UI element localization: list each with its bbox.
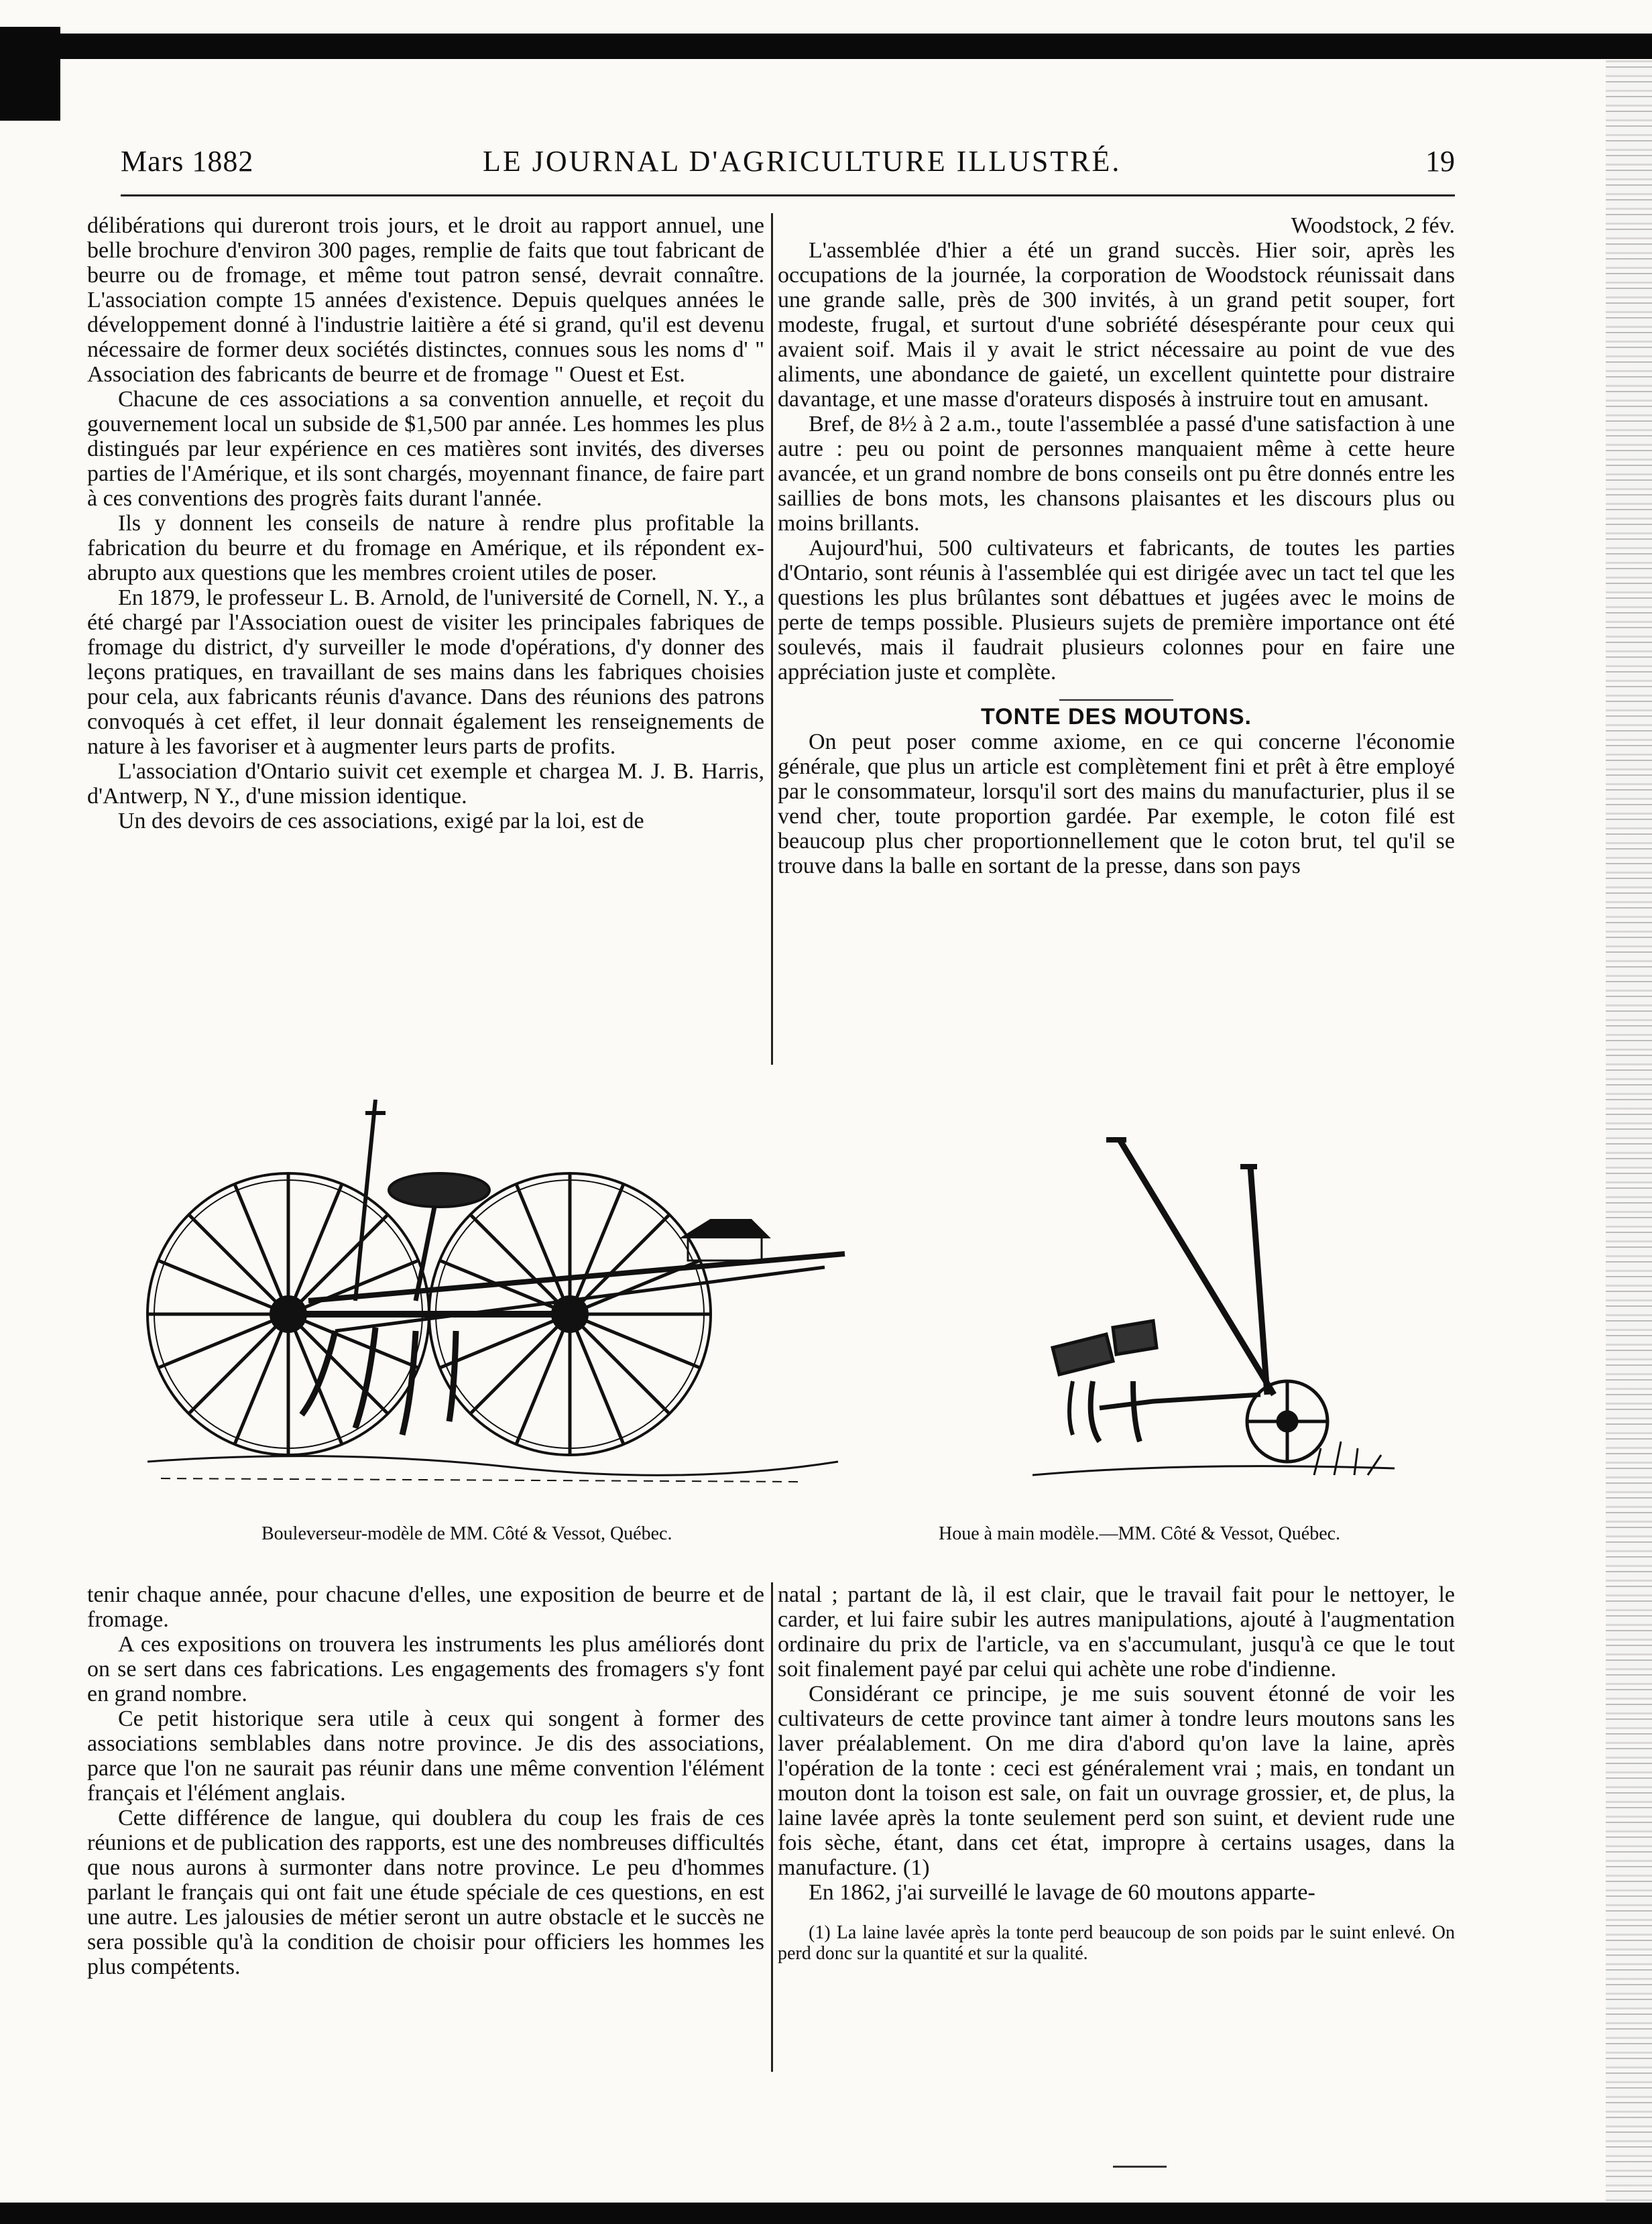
scan-right-edge bbox=[1606, 60, 1652, 2206]
figure-caption-left: Bouleverseur-modèle de MM. Côté & Vessot, Québec. bbox=[261, 1523, 672, 1544]
page-header bbox=[121, 144, 1455, 184]
hand-hoe-illustration bbox=[1019, 1126, 1421, 1502]
top-left-column bbox=[87, 213, 764, 833]
paragraph: tenir chaque année, pour chacune d'elles, une exposition de beurre et de fromage. bbox=[87, 1582, 764, 1632]
paragraph: délibérations qui dureront trois jours, et le droit au rapport annuel, une belle brochure d'environ 300 pages, remplie de faits que tout fabricant de beurre ou de fromage, et même tout patron sensé, devrait connaître. L'association compte 15 années d'existence. Depuis quelques années le développement donné à l'industrie laitière a été si grand, qu'il est devenu nécessaire de former deux sociétés distinctes, connues sous les noms d' " Association des fabricants de beurre et de fromage " Ouest et Est. bbox=[87, 213, 764, 387]
page-number: 19 bbox=[1425, 145, 1455, 178]
figure-caption-right: Houe à main modèle.—MM. Côté & Vessot, Québec. bbox=[939, 1523, 1341, 1544]
header-rule bbox=[121, 194, 1455, 196]
column-divider-bottom bbox=[771, 1582, 773, 2072]
paragraph: Cette différence de langue, qui doublera du coup les frais de ces réunions et de publication des rapports, est une des nombreuses difficultés que nous aurons à surmonter dans notre province. Le peu d'hommes parlant le français qui ont fait une étude spéciale de ces questions, en est une autre. Les jalousies de métier seront un autre obstacle et le succès ne sera possible qu'à la condition de choisir pour officiers les hommes les plus compétents. bbox=[87, 1806, 764, 1979]
paragraph: L'assemblée d'hier a été un grand succès. Hier soir, après les occupations de la journée, la corporation de Woodstock réunissait dans une grande salle, près de 300 invités, à un grand petit souper, fort modeste, frugal, et surtout d'une sobriété désespérante pour ceux qui avaient soif. Mais il y avait le strict nécessaire au point de vue des aliments, une abondance de gaieté, un excellent quintette pour distraire davantage, et une masse d'orateurs disposés à instruire tout en amusant. bbox=[778, 238, 1455, 412]
footnote: (1) La laine lavée après la tonte perd beaucoup de son poids par le suint enlevé. On perd donc sur la quantité et sur la qualité. bbox=[778, 1922, 1455, 1964]
column-divider-top bbox=[771, 213, 773, 1065]
paragraph: Ce petit historique sera utile à ceux qui songent à former des associations semblables dans notre province. Je dis des associations, parce que l'on ne saurait pas réunir dans une même convention l'élément français et l'élément anglais. bbox=[87, 1706, 764, 1806]
paragraph: Bref, de 8½ à 2 a.m., toute l'assemblée a passé d'une satisfaction à une autre : peu ou point de personnes manquaient même à cette heure avancée, et un grand nombre de bons conseils ont pu être donnés entre les saillies de bons mots, les chansons plaisantes et les discours plus ou moins brillants. bbox=[778, 412, 1455, 536]
paragraph: Aujourd'hui, 500 cultivateurs et fabricants, de toutes les parties d'Ontario, sont réunis à l'assemblée qui est dirigée avec un tact tel que les questions les plus brûlantes sont débattues et jugées avec le moins de perte de temps possible. Plusieurs sujets de première importance ont été soulevés, mais il faudrait plusieurs colonnes pour en faire une appréciation juste et complète. bbox=[778, 536, 1455, 685]
paragraph: natal ; partant de là, il est clair, que le travail fait pour le nettoyer, le carder, et lui faire subir les autres manipulations, ajouté à l'augmentation ordinaire du prix de l'article, va en s'accumulant, jusqu'à ce que le tout soit finalement payé par celui qui achète une robe d'indienne. bbox=[778, 1582, 1455, 1682]
scan-bottom-border bbox=[0, 2203, 1652, 2224]
paragraph: On peut poser comme axiome, en ce qui concerne l'économie générale, que plus un article est complètement fini et prêt à être employé par le consommateur, lorsqu'il sort des mains du manufacturier, plus il se vend cher, toute proportion gardée. Par exemple, le coton filé est beaucoup plus cher proportionnellement que le coton brut, tel qu'il se trouve dans la balle en sortant de la presse, dans son pays bbox=[778, 729, 1455, 878]
paragraph: Chacune de ces associations a sa convention annuelle, et reçoit du gouvernement local un subside de $1,500 par année. Les hommes les plus distingués par leur expérience en ces matières sont invités, des diverses parties de l'Amérique, et ils sont chargés, moyennant finance, de faire part à ces conventions des progrès faits durant l'année. bbox=[87, 387, 764, 511]
scan-top-border bbox=[0, 34, 1652, 59]
paragraph: L'association d'Ontario suivit cet exemple et chargea M. J. B. Harris, d'Antwerp, N Y., d'une mission identique. bbox=[87, 759, 764, 809]
header-date: Mars 1882 bbox=[121, 145, 254, 178]
journal-title: LE JOURNAL D'AGRICULTURE ILLUSTRÉ. bbox=[483, 145, 1122, 178]
bottom-right-column bbox=[778, 1582, 1455, 1964]
paragraph: En 1862, j'ai surveillé le lavage de 60 moutons apparte- bbox=[809, 1880, 1315, 1905]
paragraph: Un des devoirs de ces associations, exigé par la loi, est de bbox=[118, 809, 644, 833]
paragraph: Ils y donnent les conseils de nature à rendre plus profitable la fabrication du beurre et du fromage en Amérique, et ils répondent ex-abrupto aux questions que les membres croient utiles de poser. bbox=[87, 511, 764, 585]
section-rule bbox=[1059, 699, 1173, 701]
paragraph: Considérant ce principe, je me suis souvent étonné de voir les cultivateurs de cette province tant aimer à tondre leurs moutons sans les laver préalablement. On me dira d'abord qu'on lave la laine, après l'opération de la tonte : ceci est généralement vrai ; mais, en tondant un mouton dont la toison est sale, on fait un ouvrage grossier, et, de plus, la laine lavée après la tonte seulement perd son suint, et devient rude une fois sèche, étant, dans cet état, impropre à certains usages, dans la manufacture. (1) bbox=[778, 1682, 1455, 1880]
scan-corner-mark bbox=[0, 27, 60, 121]
bottom-left-column bbox=[87, 1582, 764, 1979]
top-right-column bbox=[778, 213, 1455, 878]
paragraph: A ces expositions on trouvera les instruments les plus améliorés dont on se sert dans ces fabrications. Les engagements des fromagers s'y font en grand nombre. bbox=[87, 1632, 764, 1706]
dateline: Woodstock, 2 fév. bbox=[1291, 213, 1455, 238]
footer-mark bbox=[1113, 2166, 1167, 2168]
paragraph: En 1879, le professeur L. B. Arnold, de l'université de Cornell, N. Y., a été chargé par l'Association ouest de visiter les principales fabriques de fromage du district, d'y surveiller le mode d'opérations, d'y donner des leçons pratiques, en travaillant de ses mains dans les fabriques choisies pour cela, aux fabricants réunis d'avance. Dans des réunions des patrons convoqués à cet effet, il leur donnait également les renseignements de nature à les favoriser et à augmenter leurs parts de profits. bbox=[87, 585, 764, 759]
section-title: TONTE DES MOUTONS. bbox=[980, 704, 1252, 729]
cultivator-illustration bbox=[134, 1100, 858, 1515]
